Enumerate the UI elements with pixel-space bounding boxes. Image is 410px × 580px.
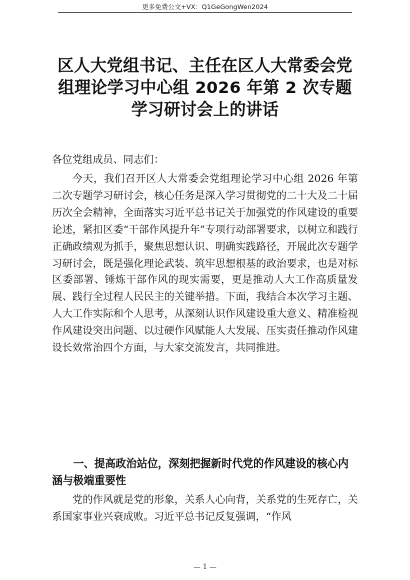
- body-text: [52, 172, 358, 358]
- page-number: — 1 —: [193, 563, 217, 571]
- header-text: 更多免费公文+VX：Q1GeGongWen2024: [141, 3, 269, 11]
- paragraph-section-1: 党的作风就是党的形象，关系人心向背，关系党的生死存亡，关系国家事业兴衰成败。习近平总书记反复强调，“作风: [52, 495, 358, 523]
- document-title: 区人大党组书记、主任在区人大常委会党组理论学习中心组 2026 年第 2 次专题学习研讨会上的讲话: [57, 56, 353, 119]
- salutation: 各位党组成员、同志们：: [52, 155, 165, 166]
- body-text-2: [52, 493, 358, 527]
- paragraph-intro: 今天，我们召开区人大常委会党组理论学习中心组 2026 年第二次专题学习研讨会，核心任务是深入学习贯彻党的二十大及二十届历次全会精神，全面落实习近平总书记关于加强党的作风建设的重要论述，紧扣区委“干部作风提升年”专项行动部署要求，以树立和践行正确政绩观为抓手，聚焦思想认识、明确实践路径，开展此次专题学习研讨会，既是强化理论武装、筑牢思想根基的政治要求，也是对标区委部署、锤炼干部作风的现实需要，更是推动人大工作高质量发展、践行全过程人民民主的关键举措。下面，我结合本次学习主题、人大工作实际和个人思考，从深刻认识作风建设重大意义、精准检视作风建设突出问题、以过硬作风赋能人大发展、压实责任推动作风建设长效常治四个方面，与大家交流发言，共同推进。: [52, 174, 358, 355]
- section-heading-1: 一、提高政治站位，深刻把握新时代党的作风建设的核心内涵与极端重要性: [52, 458, 349, 487]
- header-divider: [58, 12, 352, 13]
